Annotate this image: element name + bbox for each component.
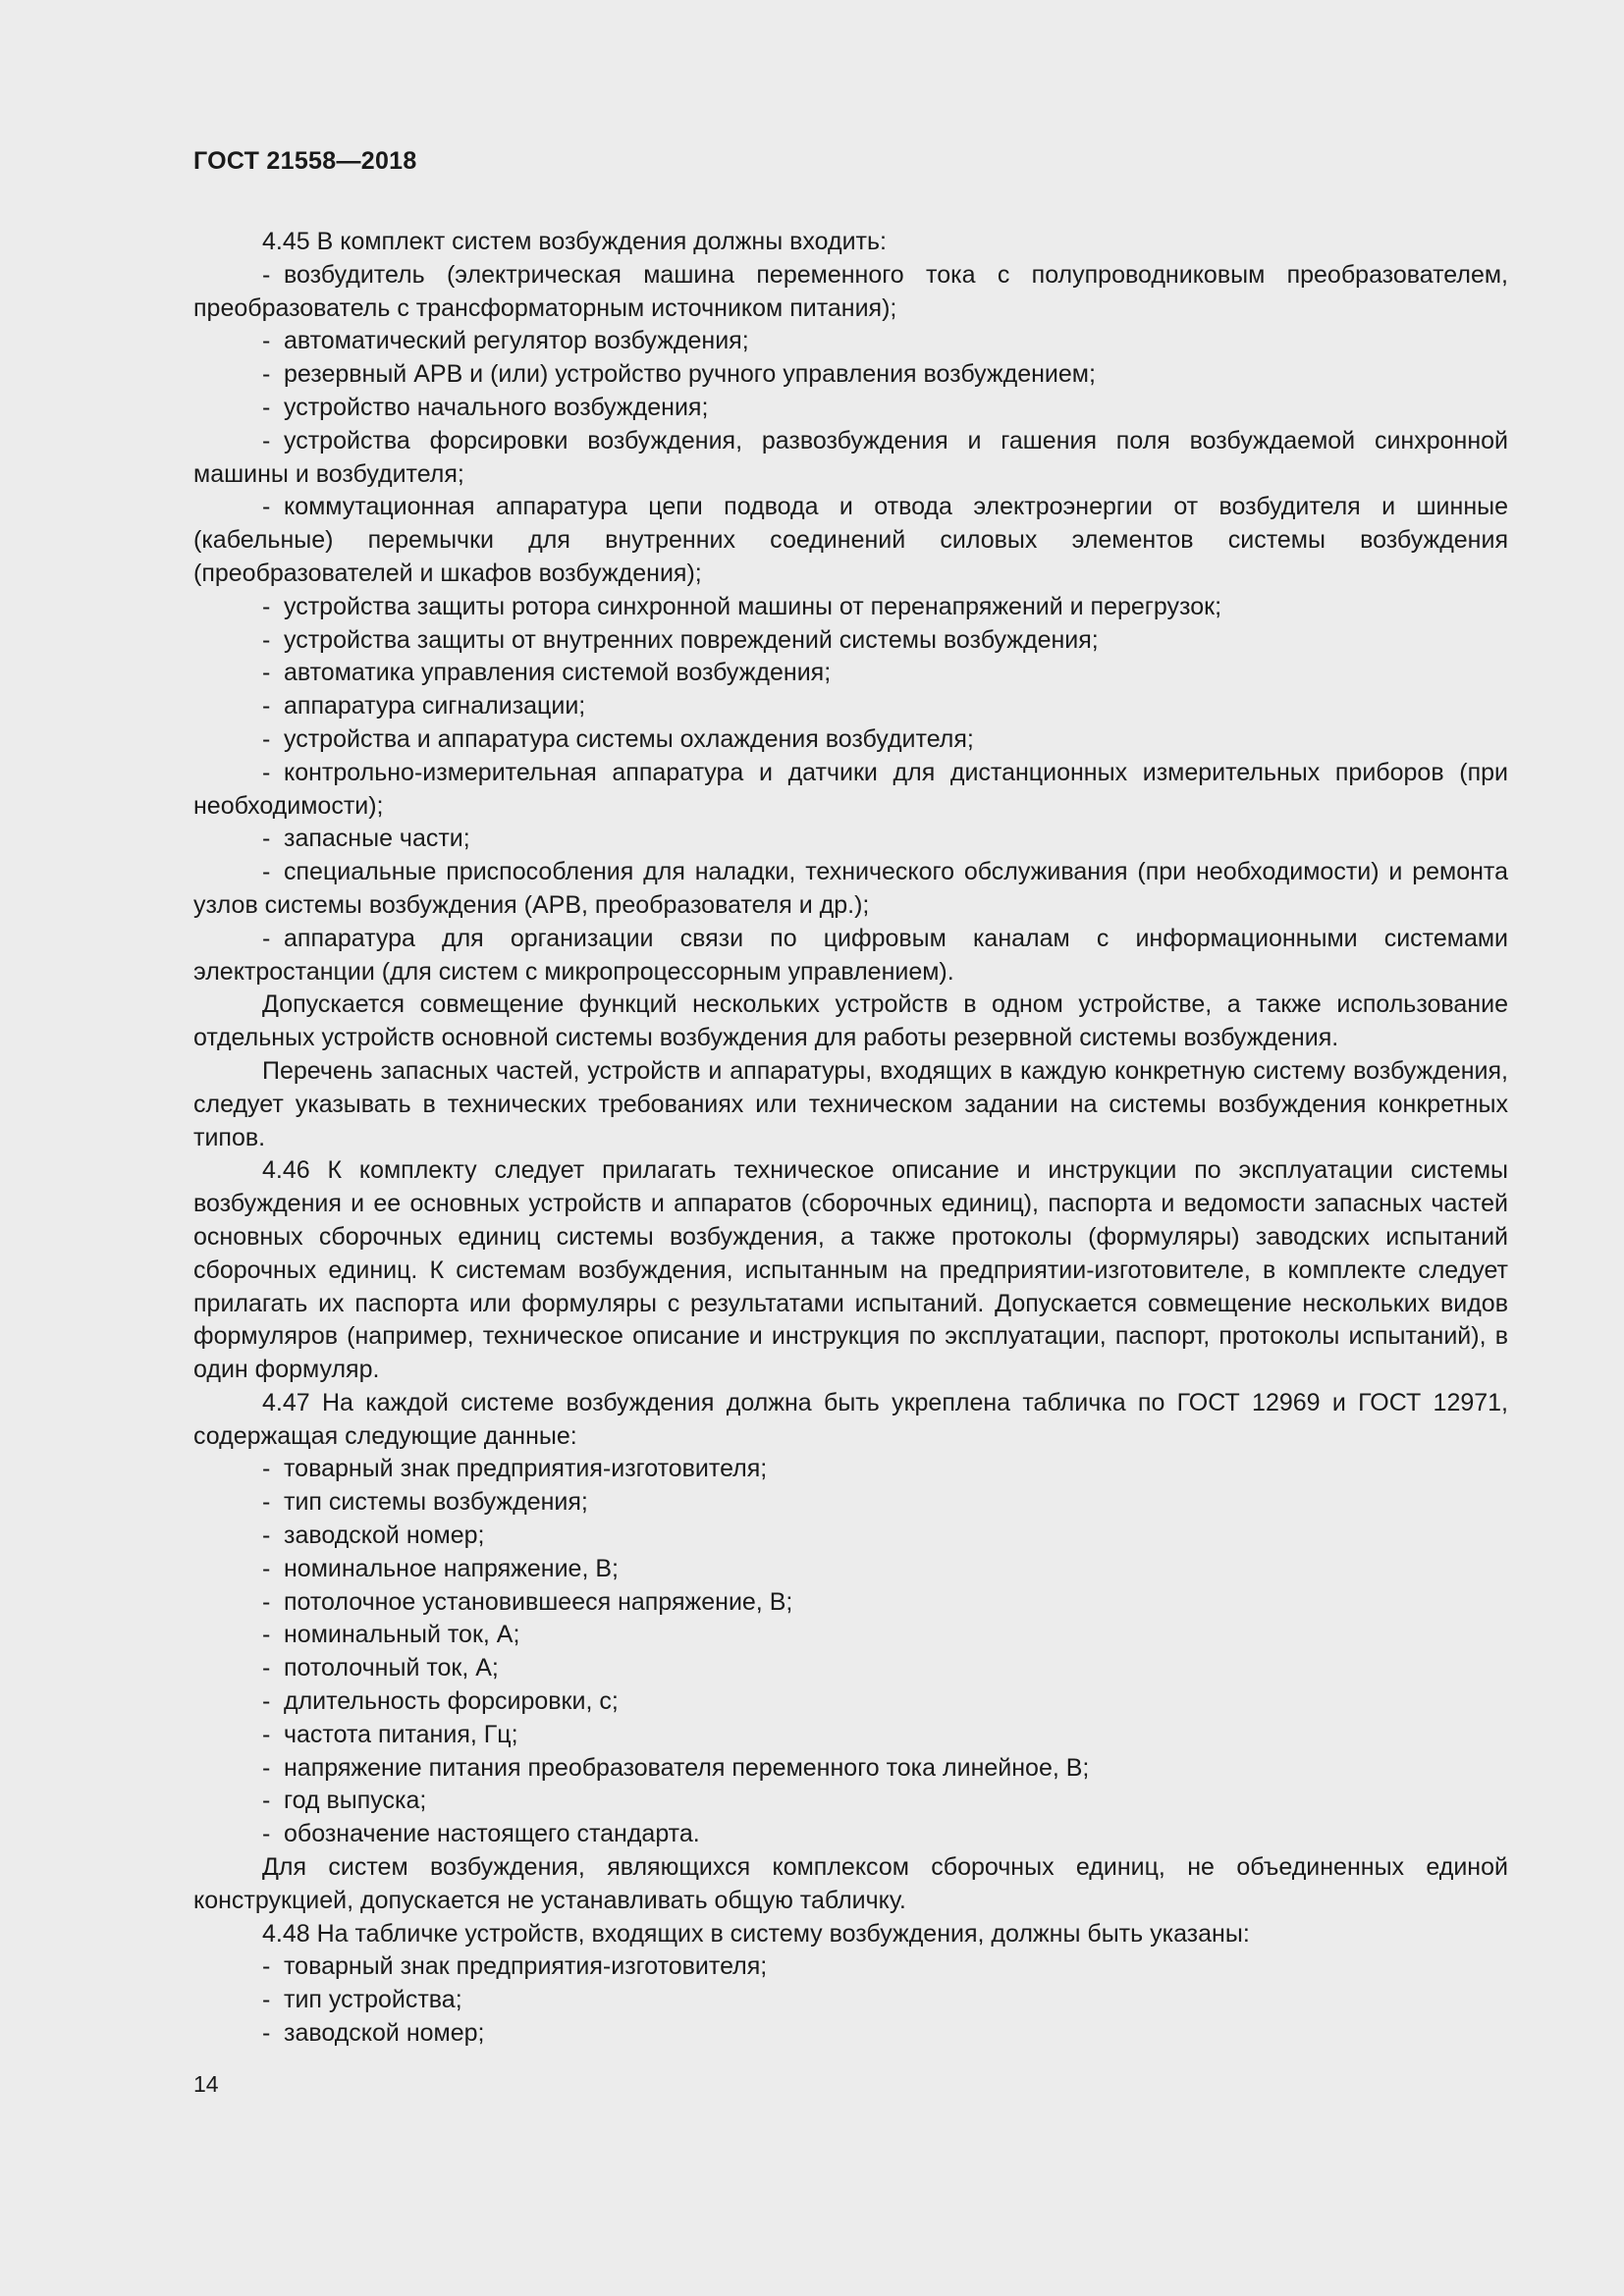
list-item [193,1520,1508,1553]
list-item-text: потолочное установившееся напряжение, В; [284,1587,793,1616]
list-bullet-marker: - [262,393,271,421]
list-item-text: автоматический регулятор возбуждения; [284,327,749,355]
paragraph: 4.48 На табличке устройств, входящих в систему возбуждения, должны быть указаны: [262,1919,1250,1948]
list-item-text: возбудитель (электрическая машина переменного тока с полупроводниковым преобразователем, преобразователь с трансформаторным источником питания); [193,260,1508,322]
list-item-text: обозначение настоящего стандарта. [284,1820,700,1848]
list-bullet-marker: - [262,1986,271,2014]
list-bullet-marker: - [262,1654,271,1682]
list-item [193,1950,1508,1984]
list-bullet-marker: - [262,1787,271,1815]
list-bullet-marker: - [262,724,271,753]
list-bullet-marker: - [262,825,271,853]
page-number: 14 [193,2071,219,2097]
list-item-text: товарный знак предприятия-изготовителя; [284,1455,768,1483]
list-bullet-marker: - [262,327,271,355]
list-item-text: устройства форсировки возбуждения, развозбуждения и гашения поля возбуждаемой синхронной машины и возбудителя; [193,426,1508,488]
list-bullet-marker: - [262,1522,271,1550]
list-item-text: год выпуска; [284,1787,427,1815]
list-bullet-marker: - [262,1952,271,1981]
list-item [193,358,1508,392]
list-item-text: запасные части; [284,825,470,853]
list-item-text: специальные приспособления для наладки, технического обслуживания (при необходимости) и ремонта узлов системы возбуждения (АРВ, преобразователя и др.); [193,858,1508,919]
list-item [193,2017,1508,2051]
list-item [193,657,1508,690]
paragraph: 4.46 К комплекту следует прилагать техническое описание и инструкции по эксплуатации системы возбуждения и ее основных устройств и аппаратов (сборочных единиц), паспорта и ведомости запасных частей основных сборочных единиц системы возбуждения, а также протоколы (формуляры) заводских испытаний сборочных единиц. К системам возбуждения, испытанным на предприятии-изготовителе, в комплекте следует прилагать их паспорта или формуляры с результатами испытаний. Допускается совмещение нескольких видов формуляров (например, техническое описание и инструкция по эксплуатации, паспорт, протоколы испытаний), в один формуляр. [193,1156,1508,1384]
list-bullet-marker: - [262,2019,271,2048]
list-item [193,1553,1508,1586]
list-item [193,757,1508,824]
list-bullet-marker: - [262,1488,271,1517]
list-item [193,1453,1508,1486]
list-item [193,1818,1508,1851]
paragraph: 4.47 На каждой системе возбуждения должна быть укреплена табличка по ГОСТ 12969 и ГОСТ 12971, содержащая следующие данные: [193,1388,1508,1450]
list-item-text: автоматика управления системой возбуждения; [284,659,832,687]
paragraph: Допускается совмещение функций нескольких устройств в одном устройстве, а также использование отдельных устройств основной системы возбуждения для работы резервной системы возбуждения. [193,990,1508,1052]
list-bullet-marker: - [262,1621,271,1649]
list-item-text: устройства защиты от внутренних повреждений системы возбуждения; [284,625,1099,654]
list-item [193,259,1508,326]
list-item-text: номинальное напряжение, В; [284,1554,619,1582]
list-bullet-marker: - [262,592,271,620]
list-item-text: резервный АРВ и (или) устройство ручного управления возбуждением; [284,360,1096,389]
list-bullet-marker: - [262,1554,271,1582]
list-item [193,1984,1508,2017]
list-bullet-marker: - [262,858,271,886]
list-item [193,1785,1508,1818]
list-item [193,1586,1508,1620]
list-bullet-marker: - [262,360,271,389]
list-item [193,1685,1508,1719]
list-bullet-marker: - [262,426,271,454]
list-item [193,723,1508,757]
list-bullet-marker: - [262,659,271,687]
document-header: ГОСТ 21558—2018 [193,147,417,175]
list-item [193,491,1508,590]
list-item-text: частота питания, Гц; [284,1720,518,1748]
list-bullet-marker: - [262,758,271,786]
list-item [193,923,1508,989]
list-item-text: номинальный ток, А; [284,1621,520,1649]
list-item-text: товарный знак предприятия-изготовителя; [284,1952,768,1981]
list-item [193,1652,1508,1685]
list-item [193,325,1508,358]
paragraph: Для систем возбуждения, являющихся комплексом сборочных единиц, не объединенных единой конструкцией, допускается не устанавливать общую табличку. [193,1853,1508,1914]
paragraph: 4.45 В комплект систем возбуждения должны входить: [262,228,887,255]
list-bullet-marker: - [262,1820,271,1848]
list-bullet-marker: - [262,1753,271,1782]
list-item-text: устройство начального возбуждения; [284,393,709,421]
list-item-text: аппаратура сигнализации; [284,692,586,721]
list-item-text: заводской номер; [284,1522,485,1550]
list-item [193,1719,1508,1752]
list-item [193,856,1508,923]
list-item [193,1486,1508,1520]
list-item [193,392,1508,425]
list-item-text: тип устройства; [284,1986,462,2014]
list-item [193,624,1508,658]
list-item [193,425,1508,492]
document-body [193,226,1508,2051]
list-item-text: тип системы возбуждения; [284,1488,588,1517]
list-item [193,690,1508,723]
list-item-text: длительность форсировки, с; [284,1687,619,1716]
list-item-text: устройства защиты ротора синхронной машины от перенапряжений и перегрузок; [284,592,1222,620]
list-bullet-marker: - [262,692,271,721]
list-item-text: потолочный ток, А; [284,1654,499,1682]
list-bullet-marker: - [262,924,271,952]
list-item-text: напряжение питания преобразователя переменного тока линейное, В; [284,1753,1090,1782]
list-item [193,823,1508,856]
list-bullet-marker: - [262,1687,271,1716]
list-item-text: заводской номер; [284,2019,485,2048]
list-bullet-marker: - [262,1587,271,1616]
list-item-text: устройства и аппаратура системы охлаждения возбудителя; [284,724,974,753]
list-item-text: аппаратура для организации связи по цифровым каналам с информационными системами электростанции (для систем с микропроцессорным управлением). [193,924,1508,986]
list-bullet-marker: - [262,1720,271,1748]
list-bullet-marker: - [262,625,271,654]
list-bullet-marker: - [262,493,271,521]
list-item-text: коммутационная аппаратура цепи подвода и отвода электроэнергии от возбудителя и шинные (кабельные) перемычки для внутренних соединений силовых элементов системы возбуждения (преобразователей и шкафов возбуждения); [193,493,1508,587]
list-item [193,1619,1508,1652]
paragraph: Перечень запасных частей, устройств и аппаратуры, входящих в каждую конкретную систему возбуждения, следует указывать в технических требованиях или техническом задании на системы возбуждения конкретных типов. [193,1056,1508,1151]
list-item [193,1752,1508,1786]
list-item-text: контрольно-измерительная аппаратура и датчики для дистанционных измерительных приборов (при необходимости); [193,758,1508,820]
list-item [193,591,1508,624]
list-bullet-marker: - [262,1455,271,1483]
list-bullet-marker: - [262,260,271,289]
